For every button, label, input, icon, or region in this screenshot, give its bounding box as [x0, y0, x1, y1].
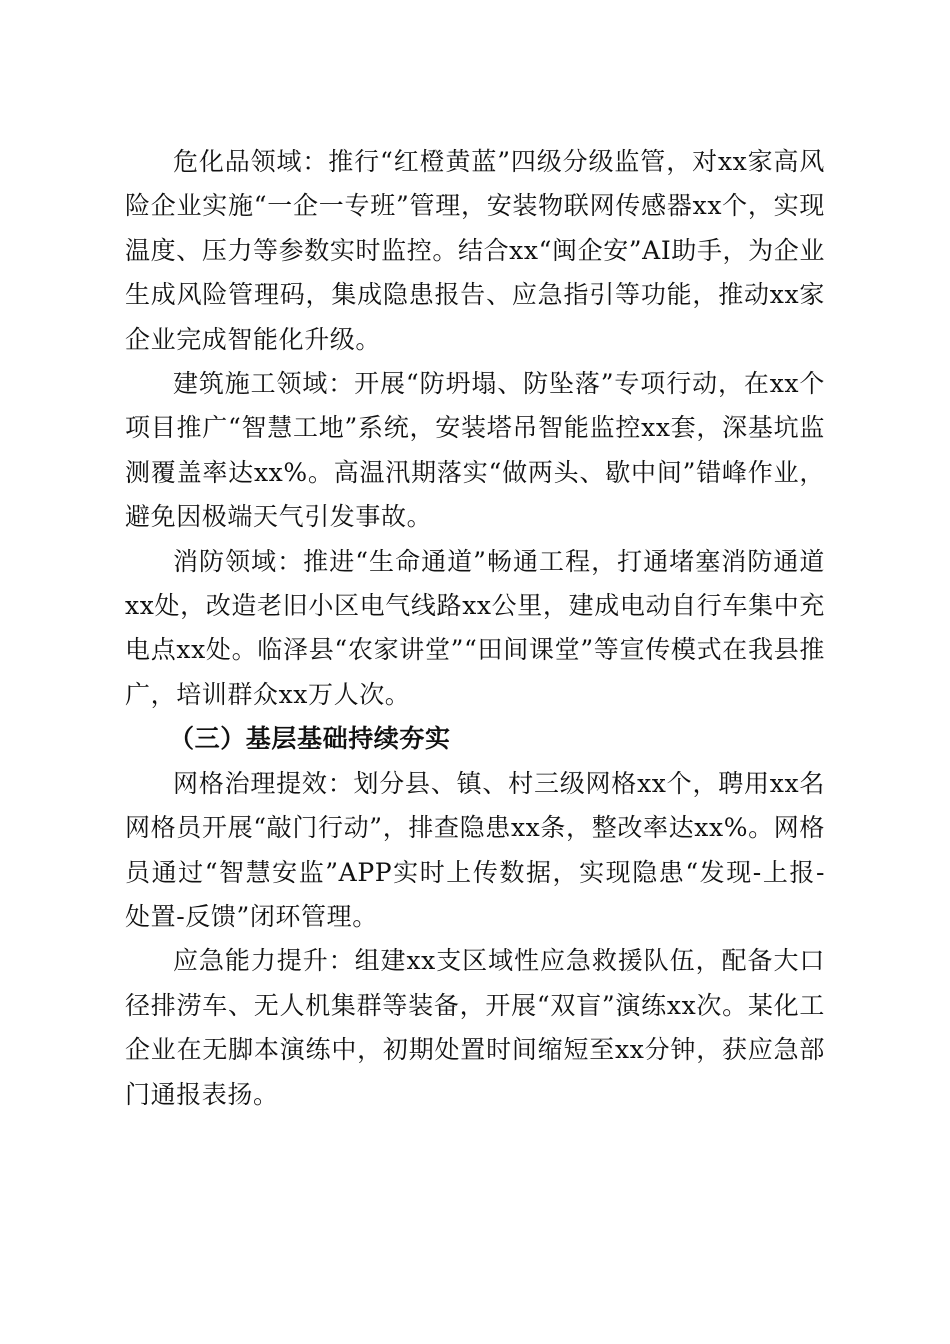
document-page — [125, 140, 825, 1117]
paragraph-hazardous-chemicals: 危化品领域：推行“红橙黄蓝”四级分级监管，对xx家高风险企业实施“一企一专班”管理，安装物联网传感器xx个，实现温度、压力等参数实时监控。结合xx“闽企安”AI助手，为企业生成风险管理码，集成隐患报告、应急指引等功能，推动xx家企业完成智能化升级。 — [125, 147, 825, 354]
paragraph-emergency-capability: 应急能力提升：组建xx支区域性应急救援队伍，配备大口径排涝车、无人机集群等装备，开展“双盲”演练xx次。某化工企业在无脚本演练中，初期处置时间缩短至xx分钟，获应急部门通报表扬。 — [125, 946, 825, 1109]
paragraph-construction: 建筑施工领域：开展“防坍塌、防坠落”专项行动，在xx个项目推广“智慧工地”系统，安装塔吊智能监控xx套，深基坑监测覆盖率达xx%。高温汛期落实“做两头、歇中间”错峰作业，避免因极端天气引发事故。 — [125, 369, 825, 532]
paragraph-grid-governance: 网格治理提效：划分县、镇、村三级网格xx个，聘用xx名网格员开展“敲门行动”，排查隐患xx条，整改率达xx%。网格员通过“智慧安监”APP实时上传数据，实现隐患“发现-上报-处置-反馈”闭环管理。 — [125, 768, 825, 931]
paragraph-fire-safety: 消防领域：推进“生命通道”畅通工程，打通堵塞消防通道xx处，改造老旧小区电气线路xx公里，建成电动自行车集中充电点xx处。临泽县“农家讲堂”“田间课堂”等宣传模式在我县推广，培训群众xx万人次。 — [125, 546, 825, 709]
section-heading: （三）基层基础持续夯实 — [169, 724, 451, 754]
